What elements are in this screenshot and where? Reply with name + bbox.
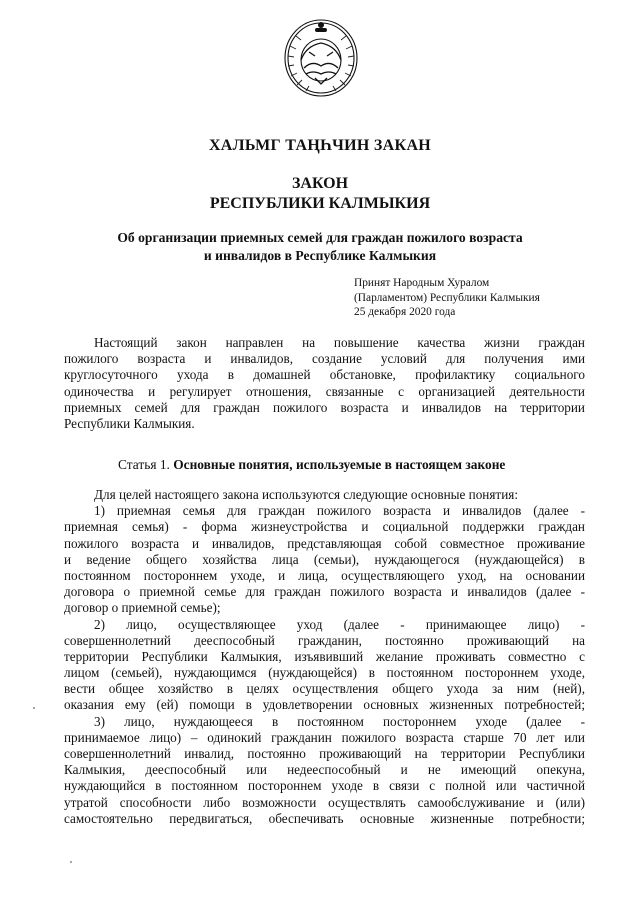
body-line: Для целей настоящего закона используются следующие основные понятия:: [94, 487, 518, 502]
kalmyk-law-heading: ХАЛЬМГ ТАҢҺЧИН ЗАКАН: [208, 137, 432, 154]
republic-heading: РЕСПУБЛИКИ КАЛМЫКИЯ: [209, 195, 431, 212]
body-line: постоянном постороннем уходе, и лица, осуществляющего уход, на основании: [64, 567, 585, 583]
body-line: 2) лицо, осуществляющее уход (далее - принимающее лицо) -: [94, 616, 585, 632]
law-title-line-2: и инвалидов в Республике Калмыкия: [203, 248, 437, 263]
body-line: договора о приемной семье для граждан пожилого возраста и инвалидов (далее -: [64, 584, 585, 600]
body-line: оказания ему (ей) помощи в удовлетворении основных жизненных потребностей;: [64, 697, 585, 713]
law-title-line-1: Об организации приемных семей для граждан пожилого возраста: [117, 230, 523, 245]
preamble-line: одиночества и регулирует отношения, связанные с организацией деятельности: [64, 383, 585, 399]
preamble-paragraph: [64, 335, 585, 432]
body-line: договор о приемной семье);: [64, 600, 221, 616]
body-line: пожилого возраста и инвалидов, представляющая собой совместное проживание: [64, 535, 585, 551]
article-1-heading: [118, 457, 505, 473]
body-line: принимаемое лицо) – одинокий гражданин пожилого возраста старше 70 лет или: [64, 729, 585, 745]
preamble-line: приемных семей для граждан пожилого возраста и инвалидов на территории: [64, 399, 585, 415]
body-line: территории Республики Калмыкия, изъявивший желание проживать совместно с: [64, 648, 585, 664]
body-line: самостоятельно передвигаться, обеспечивать основные жизненные потребности;: [64, 810, 585, 826]
scan-speck: [70, 861, 72, 863]
body-line: приемная семья) - форма жизнеустройства и социальной поддержки граждан: [64, 519, 585, 535]
coat-of-arms-emblem: [282, 16, 360, 98]
preamble-line: Республики Калмыкия.: [64, 415, 195, 431]
preamble-line: круглосуточного ухода в домашней обстановке, профилактику социального: [64, 367, 585, 383]
body-line: 3) лицо, нуждающееся в постоянном постороннем уходе (далее -: [94, 713, 585, 729]
article-1-title: Основные понятия, используемые в настоящем законе: [173, 457, 506, 472]
scan-speck: [33, 707, 35, 709]
adoption-date: 25 декабря 2020 года: [354, 306, 456, 318]
body-line: совершеннолетний дееспособный гражданин, постоянно проживающий на: [64, 632, 585, 648]
adoption-line: Принят Народным Хуралом: [354, 277, 490, 289]
adoption-note: [354, 276, 540, 320]
body-line: вести общее хозяйство в целях осуществления общего ухода за ним (ней),: [64, 681, 585, 697]
article-1-prefix: Статья 1.: [118, 457, 174, 472]
body-line: 1) приемная семья для граждан пожилого возраста и инвалидов (далее -: [94, 503, 585, 519]
article-1-body: [64, 487, 585, 827]
law-heading: ЗАКОН: [291, 175, 349, 192]
body-line: лицом (семьей), нуждающимся (нуждающейся) в постоянном постороннем уходе,: [64, 665, 585, 681]
body-line: нуждающийся в постоянном постороннем уходе в связи с полной или частичной: [64, 778, 585, 794]
body-line: Калмыкия, дееспособный или недееспособный и не имеющий опекуна,: [64, 762, 585, 778]
adoption-line: (Парламентом) Республики Калмыкия: [354, 291, 540, 304]
body-line: и ведение общего хозяйства лица (семьи), нуждающегося (нуждающейся) в: [64, 551, 585, 567]
body-line: утратой способности либо возможности осуществлять самообслуживание и (или): [64, 794, 585, 810]
preamble-line: пожилого возраста и инвалидов, создание условий для получения ими: [64, 351, 585, 367]
preamble-line: Настоящий закон направлен на повышение качества жизни граждан: [94, 335, 585, 350]
body-line: совершеннолетний инвалид, постоянно проживающий на территории Республики: [64, 746, 585, 761]
